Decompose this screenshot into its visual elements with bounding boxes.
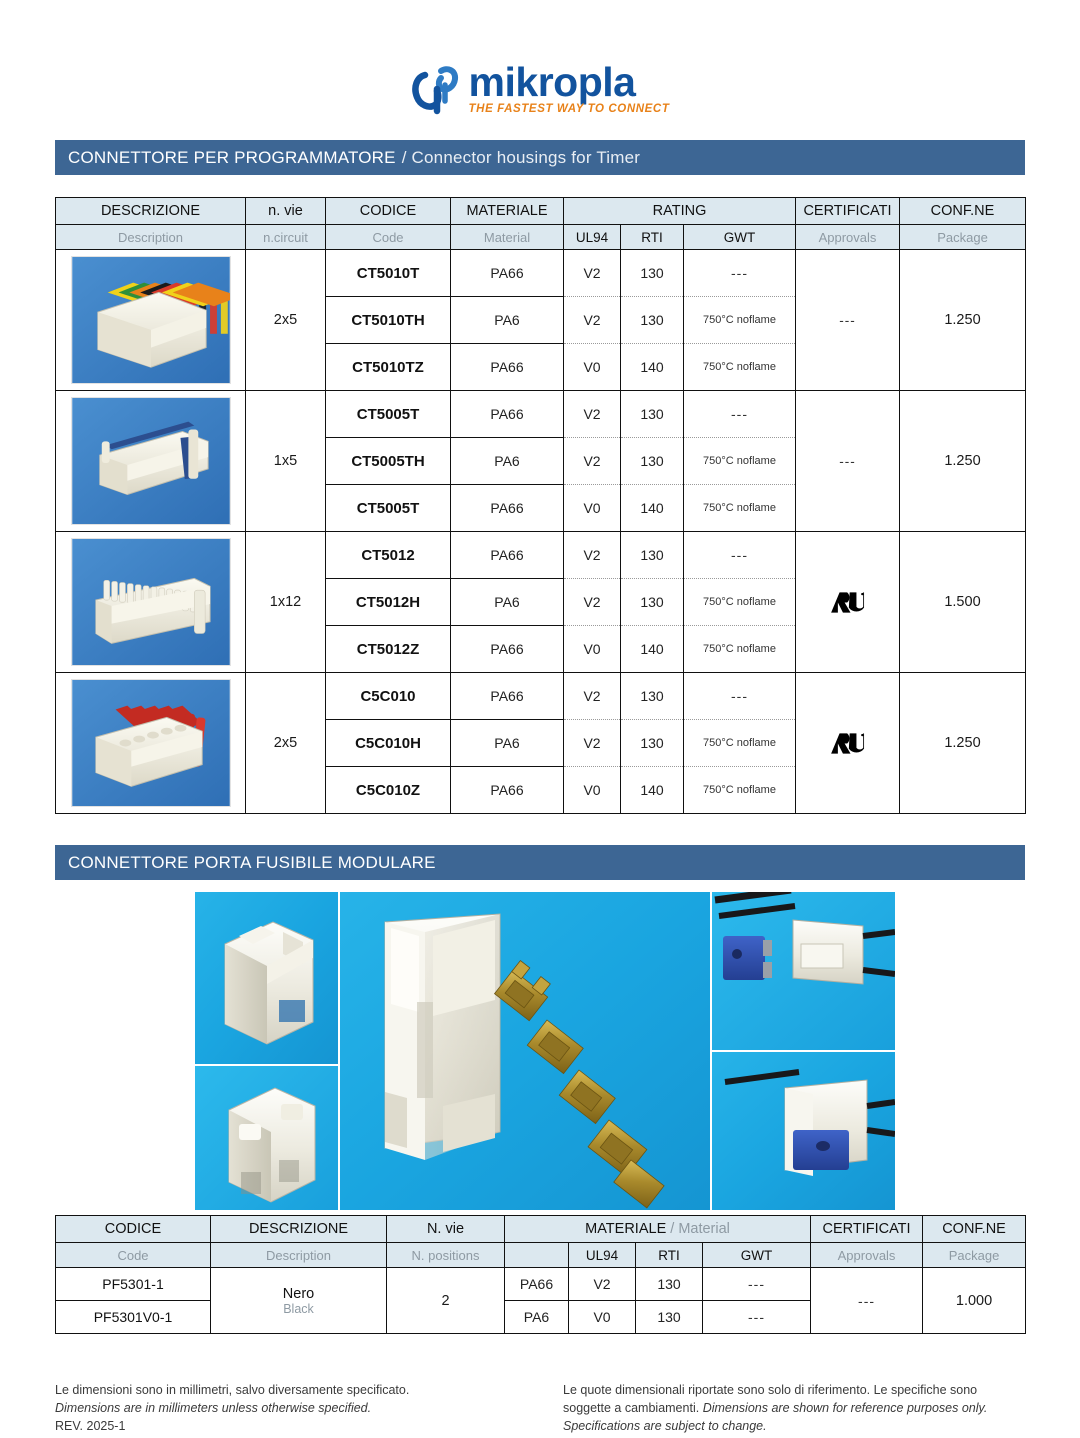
table-row <box>56 673 1026 720</box>
cell-nvie: 2x5 <box>246 673 326 814</box>
th2-descrizione-en: Description <box>211 1243 387 1268</box>
cell-certificati <box>796 391 900 532</box>
cell2-gwt: --- <box>703 1301 811 1334</box>
cell-nvie: 2x5 <box>246 250 326 391</box>
th-descrizione-en: Description <box>56 225 246 250</box>
footer-right-en: Dimensions are shown for reference purposes only. Specifications are subject to change. <box>563 1401 988 1434</box>
table-row <box>56 391 1026 438</box>
cell-codice: C5C010H <box>326 720 451 767</box>
cell-confne: 1.250 <box>900 391 1026 532</box>
cell2-rti: 130 <box>636 1268 703 1301</box>
cell-ul94: V2 <box>564 438 621 485</box>
cell2-gwt: --- <box>703 1268 811 1301</box>
th2-materiale-en: / Material <box>670 1221 730 1237</box>
cell-codice: CT5012H <box>326 579 451 626</box>
footer-right <box>563 1381 1023 1435</box>
th2-confne-en: Package <box>923 1243 1026 1268</box>
th2-nvie-it: N. vie <box>387 1216 505 1243</box>
footer-notes <box>55 1381 1030 1435</box>
footer-left-it: Le dimensioni sono in millimetri, salvo diversamente specificato. <box>55 1383 410 1397</box>
cell-materiale: PA66 <box>451 626 564 673</box>
th-confne-en: Package <box>900 225 1026 250</box>
cell-materiale: PA66 <box>451 532 564 579</box>
cell-rti: 140 <box>621 767 684 814</box>
cell-materiale: PA66 <box>451 767 564 814</box>
cell-gwt: 750°C noflame <box>684 485 796 532</box>
cell-gwt: 750°C noflame <box>684 767 796 814</box>
th-rti: RTI <box>621 225 684 250</box>
cell-codice: CT5005T <box>326 485 451 532</box>
cell-rti: 130 <box>621 673 684 720</box>
cell-gwt: 750°C noflame <box>684 297 796 344</box>
cell2-materiale: PA66 <box>505 1268 569 1301</box>
th2-confne-it: CONF.NE <box>923 1216 1026 1243</box>
connector-housing-2x5-multicolor-photo <box>71 256 231 384</box>
brand-tagline: THE FASTEST WAY TO CONNECT <box>468 103 670 116</box>
th2-materiale-blank <box>505 1243 569 1268</box>
product-photo-cell <box>56 391 246 532</box>
th-materiale-it: MATERIALE <box>451 198 564 225</box>
cell-gwt: 750°C noflame <box>684 720 796 767</box>
th-nvie-en: n.circuit <box>246 225 326 250</box>
cell-materiale: PA66 <box>451 344 564 391</box>
cell-materiale: PA66 <box>451 485 564 532</box>
th-gwt: GWT <box>684 225 796 250</box>
cell-materiale: PA6 <box>451 720 564 767</box>
table-row <box>56 1268 1026 1301</box>
th2-descrizione-it: DESCRIZIONE <box>211 1216 387 1243</box>
cell-rti: 130 <box>621 250 684 297</box>
cell-codice: CT5010TZ <box>326 344 451 391</box>
cell-rti: 130 <box>621 391 684 438</box>
th2-codice-en: Code <box>56 1243 211 1268</box>
cell2-codice: PF5301V0-1 <box>56 1301 211 1334</box>
cell-confne: 1.250 <box>900 673 1026 814</box>
connector-housing-1x12-photo <box>71 538 231 666</box>
connector-housing-1x5-photo <box>71 397 231 525</box>
cell2-codice: PF5301-1 <box>56 1268 211 1301</box>
cell-codice: C5C010 <box>326 673 451 720</box>
cell-materiale: PA66 <box>451 673 564 720</box>
fuse-holder-photo-svg <box>195 892 895 1210</box>
cell-rti: 140 <box>621 344 684 391</box>
cell-certificati <box>796 532 900 673</box>
th2-codice-it: CODICE <box>56 1216 211 1243</box>
cell-ul94: V2 <box>564 297 621 344</box>
cell-rti: 130 <box>621 532 684 579</box>
th-descrizione-it: DESCRIZIONE <box>56 198 246 225</box>
cell-gwt: --- <box>684 673 796 720</box>
cell2-descrizione-it: Nero <box>282 1285 315 1302</box>
cell-rti: 130 <box>621 720 684 767</box>
cell-codice: CT5010TH <box>326 297 451 344</box>
th2-ul94: UL94 <box>569 1243 636 1268</box>
product-photo-cell <box>56 673 246 814</box>
th2-gwt: GWT <box>703 1243 811 1268</box>
footer-revision: REV. 2025-1 <box>55 1419 126 1434</box>
product-photo-cell <box>56 250 246 391</box>
brand-name: mikropla <box>468 59 636 105</box>
cell-codice: CT5012Z <box>326 626 451 673</box>
cell2-rti: 130 <box>636 1301 703 1334</box>
th-ul94: UL94 <box>564 225 621 250</box>
th-certificati-en: Approvals <box>796 225 900 250</box>
th2-certificati-it: CERTIFICATI <box>811 1216 923 1243</box>
footer-left-en: Dimensions are in millimeters unless otherwise specified. <box>55 1401 372 1416</box>
cell-gwt: 750°C noflame <box>684 626 796 673</box>
cell-gwt: 750°C noflame <box>684 579 796 626</box>
cell-gwt: 750°C noflame <box>684 438 796 485</box>
section2-title-it: CONNETTORE PORTA FUSIBILE MODULARE <box>68 852 436 872</box>
timer-connector-table <box>55 197 1026 814</box>
cell-nvie: 1x12 <box>246 532 326 673</box>
cell2-ul94: V2 <box>569 1268 636 1301</box>
cell-certificati <box>796 250 900 391</box>
th-rating: RATING <box>564 198 796 225</box>
ul-recognized-icon <box>831 730 865 757</box>
cell-nvie: 1x5 <box>246 391 326 532</box>
table-header <box>56 198 1026 250</box>
cell-gwt: --- <box>684 532 796 579</box>
cell2-certificati: --- <box>811 1268 923 1334</box>
cell-confne: 1.500 <box>900 532 1026 673</box>
cell-gwt: --- <box>684 250 796 297</box>
cell-codice: C5C010Z <box>326 767 451 814</box>
cell-gwt: 750°C noflame <box>684 344 796 391</box>
fuse-holder-table <box>55 1215 1026 1334</box>
cell2-nvie: 2 <box>387 1268 505 1334</box>
cell-ul94: V0 <box>564 485 621 532</box>
th-nvie-it: n. vie <box>246 198 326 225</box>
cell-rti: 140 <box>621 626 684 673</box>
cell-codice: CT5005T <box>326 391 451 438</box>
cell-ul94: V2 <box>564 532 621 579</box>
cell-ul94: V0 <box>564 626 621 673</box>
cell-codice: CT5010T <box>326 250 451 297</box>
section1-title-it: CONNETTORE PER PROGRAMMATORE <box>68 147 396 167</box>
cell-materiale: PA66 <box>451 250 564 297</box>
footer-left <box>55 1381 515 1435</box>
footer-right-it: Le quote dimensionali riportate sono solo di riferimento. Le specifiche sono soggette a cambiamenti. <box>563 1383 978 1416</box>
th2-materiale-it: MATERIALE <box>585 1221 667 1237</box>
th-codice-it: CODICE <box>326 198 451 225</box>
cell-codice: CT5012 <box>326 532 451 579</box>
cell-rti: 130 <box>621 438 684 485</box>
ul-recognized-icon <box>831 589 865 616</box>
cell-confne: 1.250 <box>900 250 1026 391</box>
cell-materiale: PA6 <box>451 438 564 485</box>
cell-rti: 130 <box>621 579 684 626</box>
cell-codice: CT5005TH <box>326 438 451 485</box>
cell-rti: 130 <box>621 297 684 344</box>
th-codice-en: Code <box>326 225 451 250</box>
mikropla-mu-icon <box>411 65 463 115</box>
th2-materiale <box>505 1216 811 1243</box>
section-header-fusibile <box>55 845 1025 880</box>
cell-certificati <box>796 673 900 814</box>
cell-materiale: PA66 <box>451 391 564 438</box>
cell2-materiale: PA6 <box>505 1301 569 1334</box>
brand-logo <box>0 59 1080 116</box>
table-header <box>56 1216 1026 1268</box>
th2-nvie-en: N. positions <box>387 1243 505 1268</box>
th-confne-it: CONF.NE <box>900 198 1026 225</box>
cell2-descrizione <box>211 1268 387 1334</box>
th2-certificati-en: Approvals <box>811 1243 923 1268</box>
cell-ul94: V2 <box>564 720 621 767</box>
connector-housing-2x5-red-photo <box>71 679 231 807</box>
cell-ul94: V0 <box>564 344 621 391</box>
th-materiale-en: Material <box>451 225 564 250</box>
cell-ul94: V2 <box>564 579 621 626</box>
cell-ul94: V2 <box>564 250 621 297</box>
th-certificati-it: CERTIFICATI <box>796 198 900 225</box>
cell-ul94: V2 <box>564 673 621 720</box>
section1-title-en: / Connector housings for Timer <box>401 147 641 167</box>
cell-certificati-text: --- <box>839 453 856 469</box>
section-header-programmatore <box>55 140 1025 175</box>
cell2-ul94: V0 <box>569 1301 636 1334</box>
cell-gwt: --- <box>684 391 796 438</box>
product-photo-cell <box>56 532 246 673</box>
table-row <box>56 250 1026 297</box>
th2-rti: RTI <box>636 1243 703 1268</box>
cell-certificati-text: --- <box>839 312 856 328</box>
cell2-confne: 1.000 <box>923 1268 1026 1334</box>
cell-materiale: PA6 <box>451 297 564 344</box>
cell-rti: 140 <box>621 485 684 532</box>
table-row <box>56 532 1026 579</box>
cell-ul94: V2 <box>564 391 621 438</box>
cell-materiale: PA6 <box>451 579 564 626</box>
modular-fuse-holder-composite-photo <box>195 892 895 1210</box>
cell2-descrizione-en: Black <box>283 1301 314 1316</box>
cell-ul94: V0 <box>564 767 621 814</box>
